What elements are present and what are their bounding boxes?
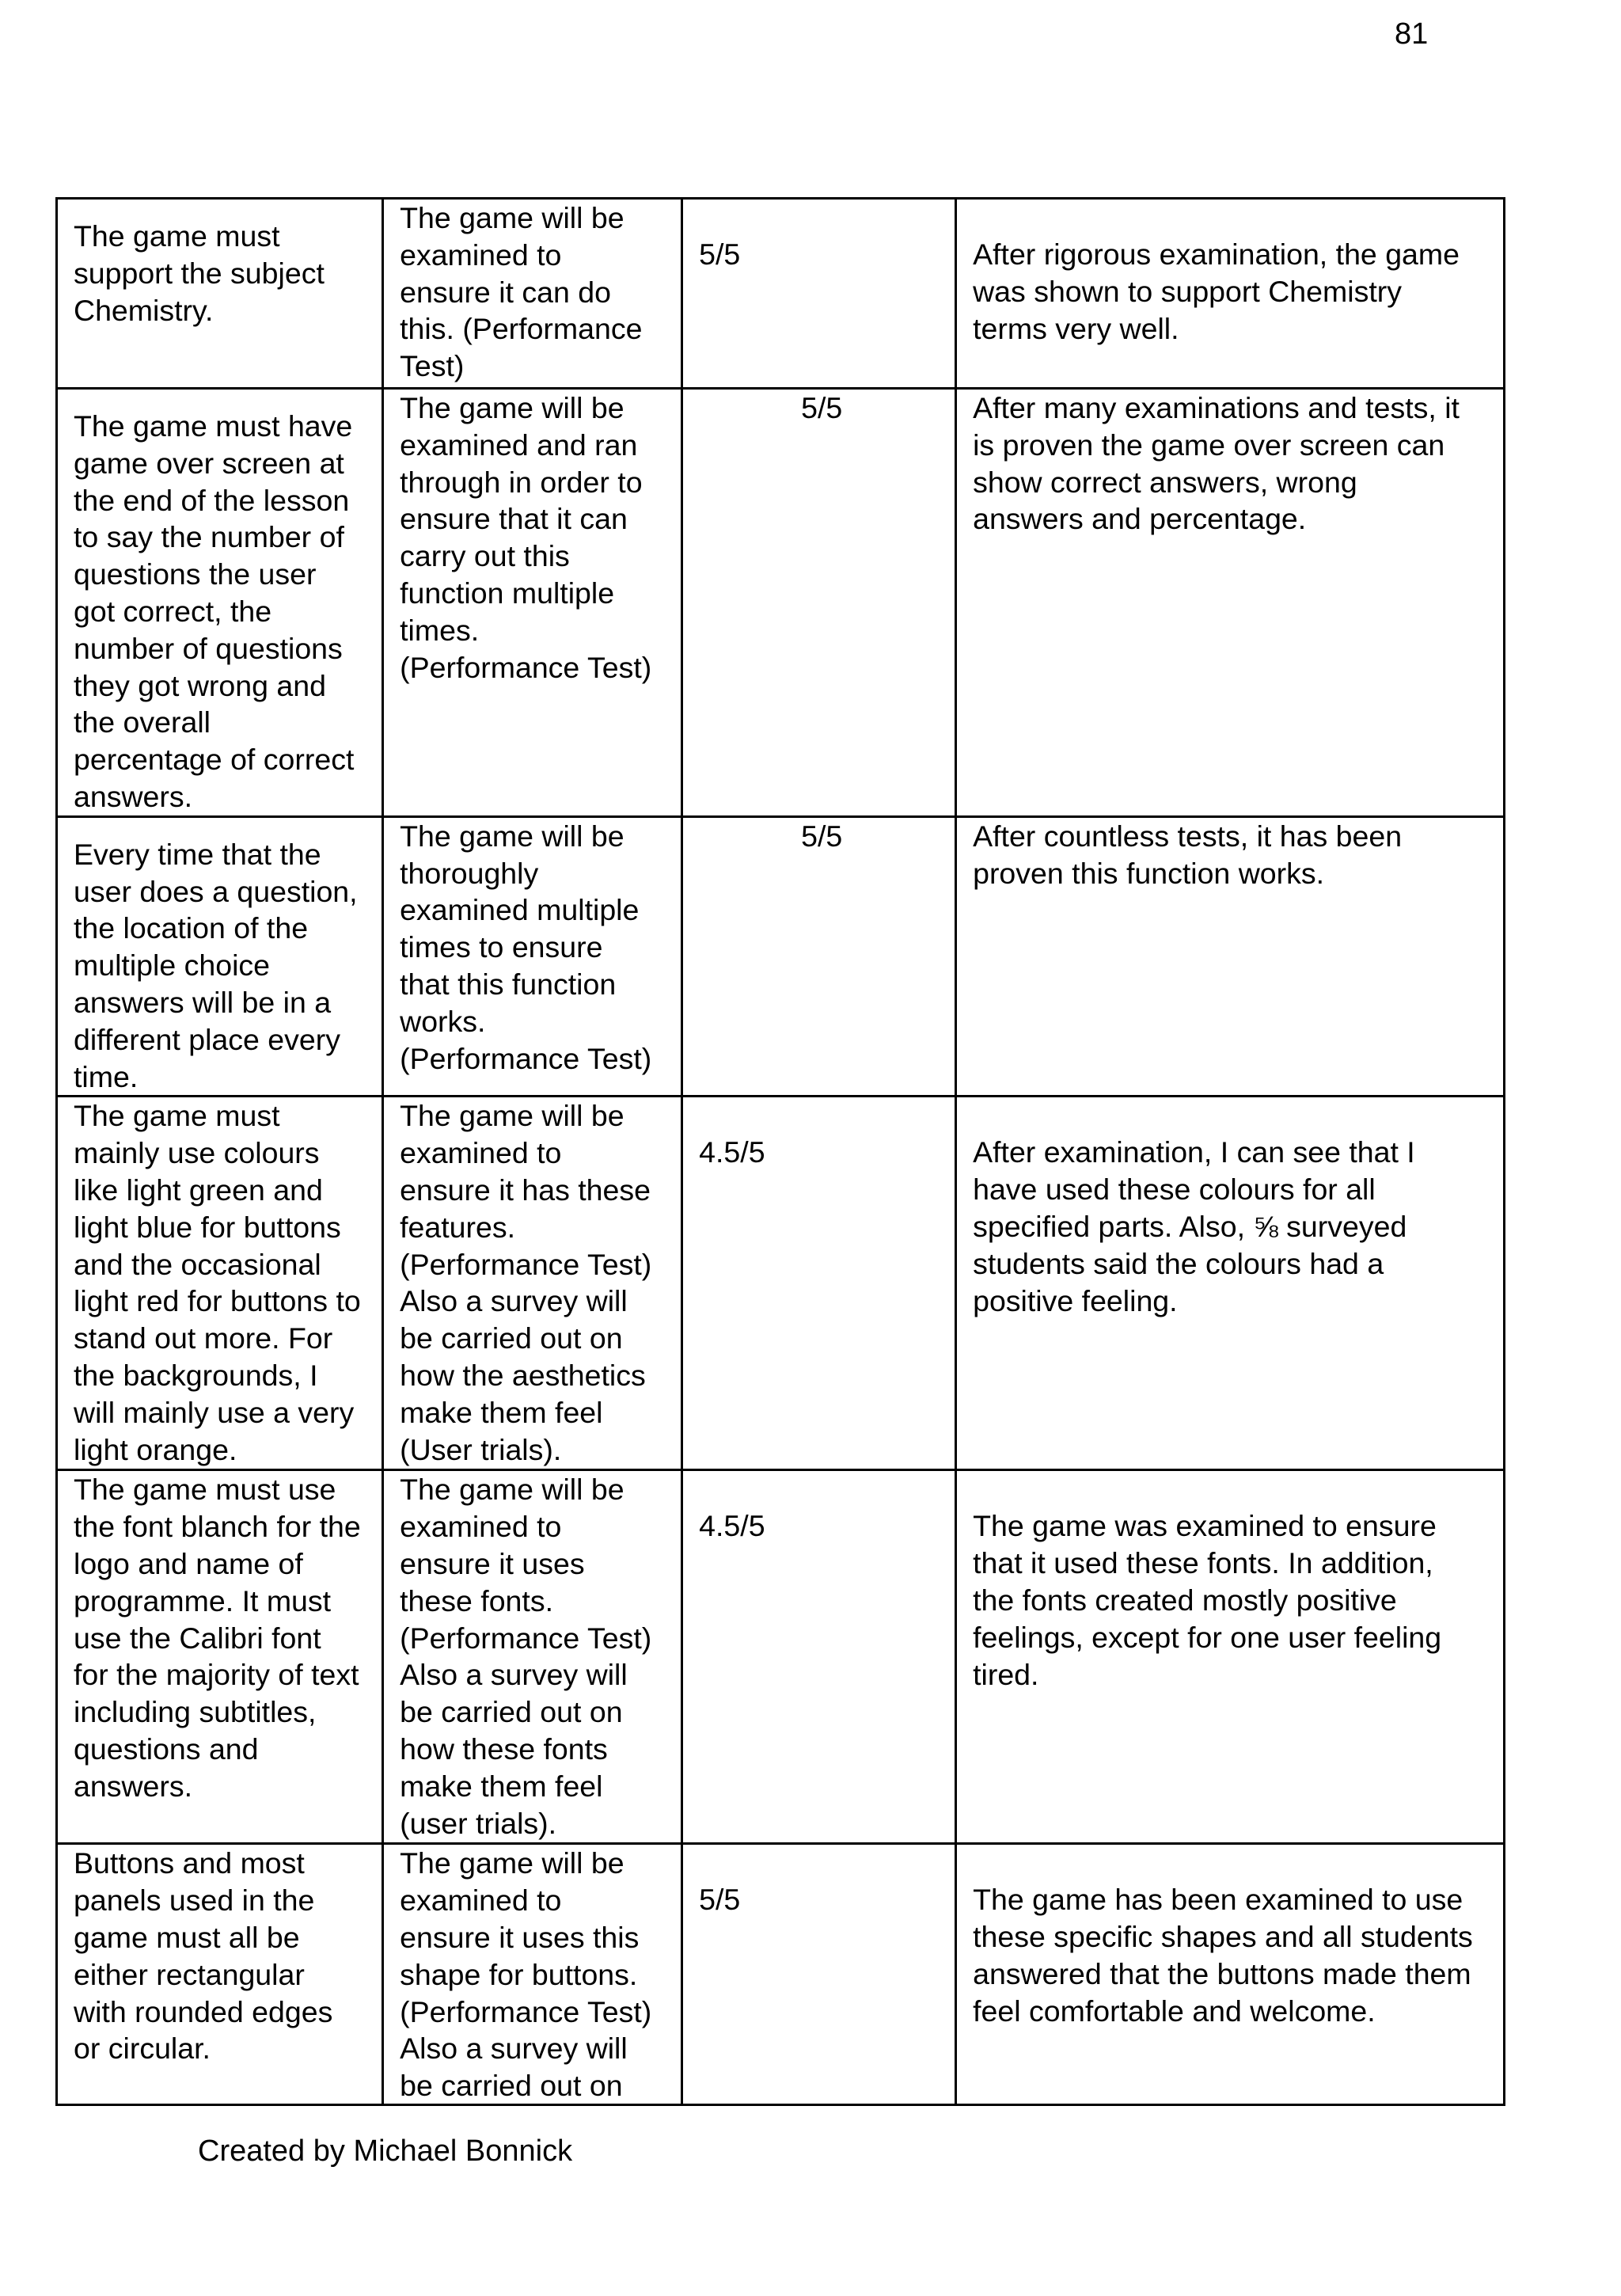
test-method-cell [383, 389, 682, 817]
test-method-cell [383, 199, 682, 389]
test-method-text: The game will be examined to ensure it can do this. (Performance Test) [400, 201, 643, 383]
table-row [57, 199, 1505, 389]
requirement-text: The game must have game over screen at the end of the lesson to say the number of questions the user got correct, the number of questions they got wrong and the overall percentage of correct answers. [74, 409, 355, 813]
score-cell [682, 816, 956, 1097]
score-text: 5/5 [801, 819, 843, 853]
result-text: After examination, I can see that I have used these colours for all specified parts. Also, ⅝ surveyed students said the colours had a positive feeling. [973, 1135, 1415, 1317]
score-cell [682, 1844, 956, 2105]
result-cell [956, 1097, 1505, 1470]
requirement-text: The game must use the font blanch for the logo and name of programme. It must use the Calibri font for the majority of text including subtitles, questions and answers. [74, 1473, 361, 1803]
requirement-cell [57, 199, 383, 389]
table-row [57, 1470, 1505, 1844]
table-row [57, 1097, 1505, 1470]
test-method-cell [383, 1844, 682, 2105]
score-text: 4.5/5 [699, 1135, 765, 1169]
result-text: After rigorous examination, the game was shown to support Chemistry terms very well. [973, 238, 1460, 345]
requirement-cell [57, 1844, 383, 2105]
evaluation-table [55, 197, 1505, 2106]
result-cell [956, 1470, 1505, 1844]
requirement-cell [57, 389, 383, 817]
test-method-text: The game will be examined to ensure it uses these fonts. (Performance Test) Also a survey will be carried out on how these fonts make them feel (user trials). [400, 1473, 652, 1840]
table-row [57, 816, 1505, 1097]
test-method-cell [383, 816, 682, 1097]
score-text: 5/5 [699, 1883, 741, 1917]
test-method-text: The game will be examined to ensure it has these features. (Performance Test) Also a survey will be carried out on how the aesthetics make them feel (User trials). [400, 1099, 652, 1466]
footer-credit: Created by Michael Bonnick [198, 2134, 573, 2168]
result-text: The game has been examined to use these specific shapes and all students answered that the buttons made them feel comfortable and welcome. [973, 1883, 1473, 2028]
test-method-cell [383, 1097, 682, 1470]
score-text: 5/5 [801, 391, 843, 424]
result-text: After countless tests, it has been proven this function works. [973, 819, 1403, 890]
table-row [57, 1844, 1505, 2105]
requirement-text: Buttons and most panels used in the game must all be either rectangular with rounded edges or circular. [74, 1846, 333, 2066]
result-text: The game was examined to ensure that it used these fonts. In addition, the fonts created mostly positive feelings, except for one user feeling tired. [973, 1509, 1442, 1691]
test-method-cell [383, 1470, 682, 1844]
result-cell [956, 1844, 1505, 2105]
score-cell [682, 199, 956, 389]
table-row [57, 389, 1505, 817]
page-number: 81 [1395, 17, 1429, 51]
requirement-cell [57, 1097, 383, 1470]
result-text: After many examinations and tests, it is proven the game over screen can show correct answers, wrong answers and percentage. [973, 391, 1460, 536]
score-text: 5/5 [699, 238, 741, 271]
result-cell [956, 199, 1505, 389]
score-cell [682, 1470, 956, 1844]
requirement-cell [57, 816, 383, 1097]
result-cell [956, 389, 1505, 817]
score-cell [682, 1097, 956, 1470]
requirement-text: The game must support the subject Chemistry. [74, 219, 325, 327]
test-method-text: The game will be examined and ran through in order to ensure that it can carry out this function multiple times. (Performance Test) [400, 391, 652, 684]
result-cell [956, 816, 1505, 1097]
test-method-text: The game will be thoroughly examined multiple times to ensure that this function works. (Performance Test) [400, 819, 652, 1075]
requirement-text: The game must mainly use colours like light green and light blue for buttons and the occasional light red for buttons to stand out more. For the backgrounds, I will mainly use a very light orange. [74, 1099, 361, 1466]
score-text: 4.5/5 [699, 1509, 765, 1543]
requirement-text: Every time that the user does a question, the location of the multiple choice answers will be in a different place every time. [74, 837, 358, 1093]
requirement-cell [57, 1470, 383, 1844]
score-cell [682, 389, 956, 817]
test-method-text: The game will be examined to ensure it uses this shape for buttons. (Performance Test) Also a survey will be carried out on [400, 1846, 652, 2102]
